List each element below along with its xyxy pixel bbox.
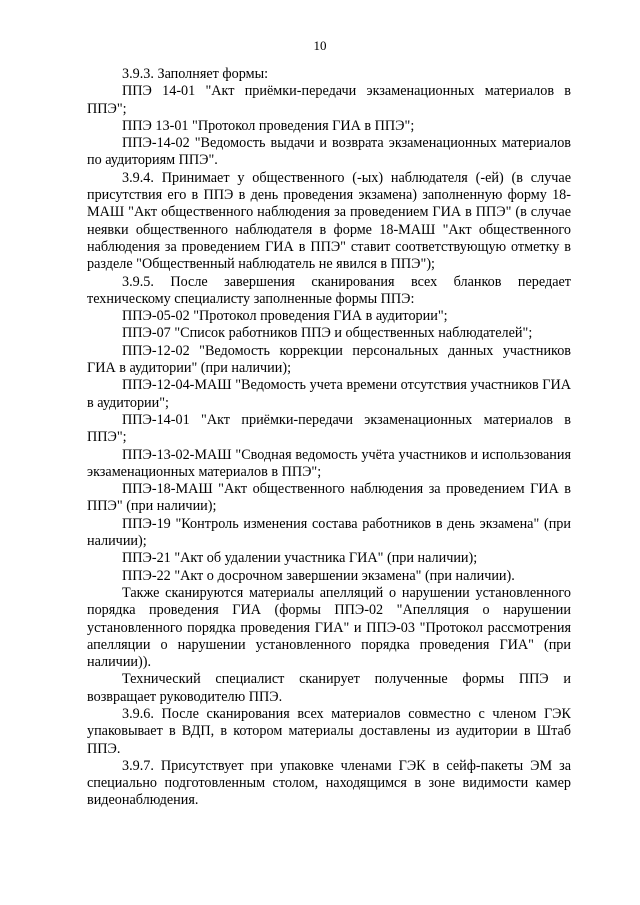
paragraph: 3.9.4. Принимает у общественного (-ых) наблюдателя (-ей) (в случае присутствия его в ППЭ в день проведения экзамена) заполненную форму 18-МАШ "Акт общественного наблюдения за проведением ГИА в ППЭ" (в случае неявки общественного наблюдателя в форме 18-МАШ "Акт общественного наблюдения за проведением ГИА в ППЭ" ставит соответствующую отметку в разделе "Общественный наблюдатель не явился в ППЭ"); bbox=[87, 169, 571, 273]
paragraph: 3.9.5. После завершения сканирования всех бланков передает техническому специалисту заполненные формы ППЭ: bbox=[87, 273, 571, 307]
paragraph: ППЭ-13-02-МАШ "Сводная ведомость учёта участников и использования экзаменационных материалов в ППЭ"; bbox=[87, 446, 571, 480]
paragraph: 3.9.7. Присутствует при упаковке членами ГЭК в сейф-пакеты ЭМ за специально подготовленным столом, находящимся в зоне видимости камер видеонаблюдения. bbox=[87, 757, 571, 809]
paragraph: ППЭ-05-02 "Протокол проведения ГИА в аудитории"; bbox=[122, 308, 448, 325]
paragraph: 3.9.6. После сканирования всех материалов совместно с членом ГЭК упаковывает в ВДП, в котором материалы доставлены из аудитории в Штаб ППЭ. bbox=[87, 705, 571, 757]
paragraph: 3.9.3. Заполняет формы: bbox=[122, 66, 269, 82]
page-number: 10 bbox=[313, 38, 327, 53]
document-body bbox=[87, 66, 571, 810]
paragraph: ППЭ-12-04-МАШ "Ведомость учета времени отсутствия участников ГИА в аудитории"; bbox=[87, 377, 571, 411]
paragraph: ППЭ-12-02 "Ведомость коррекции персональных данных участников ГИА в аудитории" (при наличии); bbox=[87, 342, 571, 377]
paragraph: ППЭ-21 "Акт об удалении участника ГИА" (при наличии); bbox=[122, 550, 478, 567]
paragraph: ППЭ 13-01 "Протокол проведения ГИА в ППЭ"; bbox=[122, 117, 415, 134]
paragraph: Также сканируются материалы апелляций о нарушении установленного порядка проведения ГИА (формы ППЭ-02 "Апелляция о нарушении установленного порядка проведения ГИА" и ППЭ-03 "Протокол рассмотрения апелляции о нарушении установленного порядка проведения ГИА" (при наличии)). bbox=[87, 584, 571, 671]
paragraph: ППЭ-07 "Список работников ППЭ и общественных наблюдателей"; bbox=[122, 325, 533, 342]
paragraph: ППЭ-18-МАШ "Акт общественного наблюдения за проведением ГИА в ППЭ" (при наличии); bbox=[87, 481, 571, 515]
paragraph: ППЭ 14-01 "Акт приёмки-передачи экзаменационных материалов в ППЭ"; bbox=[87, 83, 571, 117]
paragraph: Технический специалист сканирует полученные формы ППЭ и возвращает руководителю ППЭ. bbox=[87, 671, 571, 705]
paragraph: ППЭ-14-02 "Ведомость выдачи и возврата экзаменационных материалов по аудиториям ППЭ". bbox=[87, 135, 571, 169]
paragraph: ППЭ-19 "Контроль изменения состава работников в день экзамена" (при наличии); bbox=[87, 515, 571, 550]
paragraph: ППЭ-14-01 "Акт приёмки-передачи экзаменационных материалов в ППЭ"; bbox=[87, 411, 571, 446]
paragraph: ППЭ-22 "Акт о досрочном завершении экзамена" (при наличии). bbox=[122, 567, 515, 584]
